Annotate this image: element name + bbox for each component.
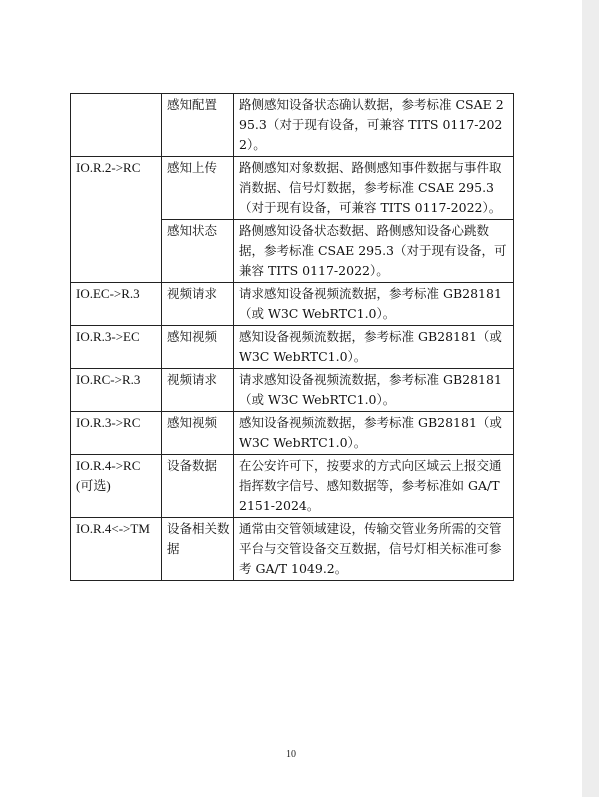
table-row bbox=[71, 412, 514, 455]
item-cell: 感知视频 bbox=[162, 326, 234, 369]
interface-cell: IO.R.4->RC (可选) bbox=[71, 455, 162, 518]
description-cell: 路侧感知对象数据、路侧感知事件数据与事件取消数据、信号灯数据，参考标准 CSAE 295.3（对于现有设备，可兼容 TITS 0117-2022）。 bbox=[234, 157, 514, 220]
description-cell: 路侧感知设备状态确认数据，参考标准 CSAE 295.3（对于现有设备，可兼容 TITS 0117-2022）。 bbox=[234, 94, 514, 157]
item-cell: 感知视频 bbox=[162, 412, 234, 455]
description-cell: 请求感知设备视频流数据，参考标准 GB28181（或 W3C WebRTC1.0）。 bbox=[234, 369, 514, 412]
description-cell: 在公安许可下，按要求的方式向区域云上报交通指挥数字信号、感知数据等，参考标准如 GA/T 2151-2024。 bbox=[234, 455, 514, 518]
table-row bbox=[71, 369, 514, 412]
interface-cell: IO.R.4<->TM bbox=[71, 518, 162, 581]
item-cell: 视频请求 bbox=[162, 369, 234, 412]
description-cell: 路侧感知设备状态数据、路侧感知设备心跳数据，参考标准 CSAE 295.3（对于现有设备，可兼容 TITS 0117-2022）。 bbox=[234, 220, 514, 283]
table-row bbox=[71, 283, 514, 326]
interface-cell: IO.R.2->RC bbox=[71, 157, 162, 283]
item-cell: 感知状态 bbox=[162, 220, 234, 283]
table-row bbox=[71, 518, 514, 581]
table-row bbox=[71, 455, 514, 518]
table-row bbox=[71, 326, 514, 369]
description-cell: 请求感知设备视频流数据，参考标准 GB28181（或 W3C WebRTC1.0）。 bbox=[234, 283, 514, 326]
item-cell: 设备相关数据 bbox=[162, 518, 234, 581]
page-number: 10 bbox=[286, 749, 296, 760]
table-row bbox=[71, 94, 514, 157]
interface-spec-table bbox=[70, 93, 514, 581]
interface-cell: IO.R.3->RC bbox=[71, 412, 162, 455]
table-row bbox=[71, 157, 514, 220]
description-cell: 通常由交管领域建设，传输交管业务所需的交管平台与交管设备交互数据，信号灯相关标准可参考 GA/T 1049.2。 bbox=[234, 518, 514, 581]
item-cell: 感知配置 bbox=[162, 94, 234, 157]
interface-cell: IO.EC->R.3 bbox=[71, 283, 162, 326]
item-cell: 设备数据 bbox=[162, 455, 234, 518]
interface-cell bbox=[71, 94, 162, 157]
item-cell: 感知上传 bbox=[162, 157, 234, 220]
interface-cell: IO.RC->R.3 bbox=[71, 369, 162, 412]
description-cell: 感知设备视频流数据，参考标准 GB28181（或 W3C WebRTC1.0）。 bbox=[234, 326, 514, 369]
description-cell: 感知设备视频流数据，参考标准 GB28181（或 W3C WebRTC1.0）。 bbox=[234, 412, 514, 455]
interface-cell: IO.R.3->EC bbox=[71, 326, 162, 369]
item-cell: 视频请求 bbox=[162, 283, 234, 326]
